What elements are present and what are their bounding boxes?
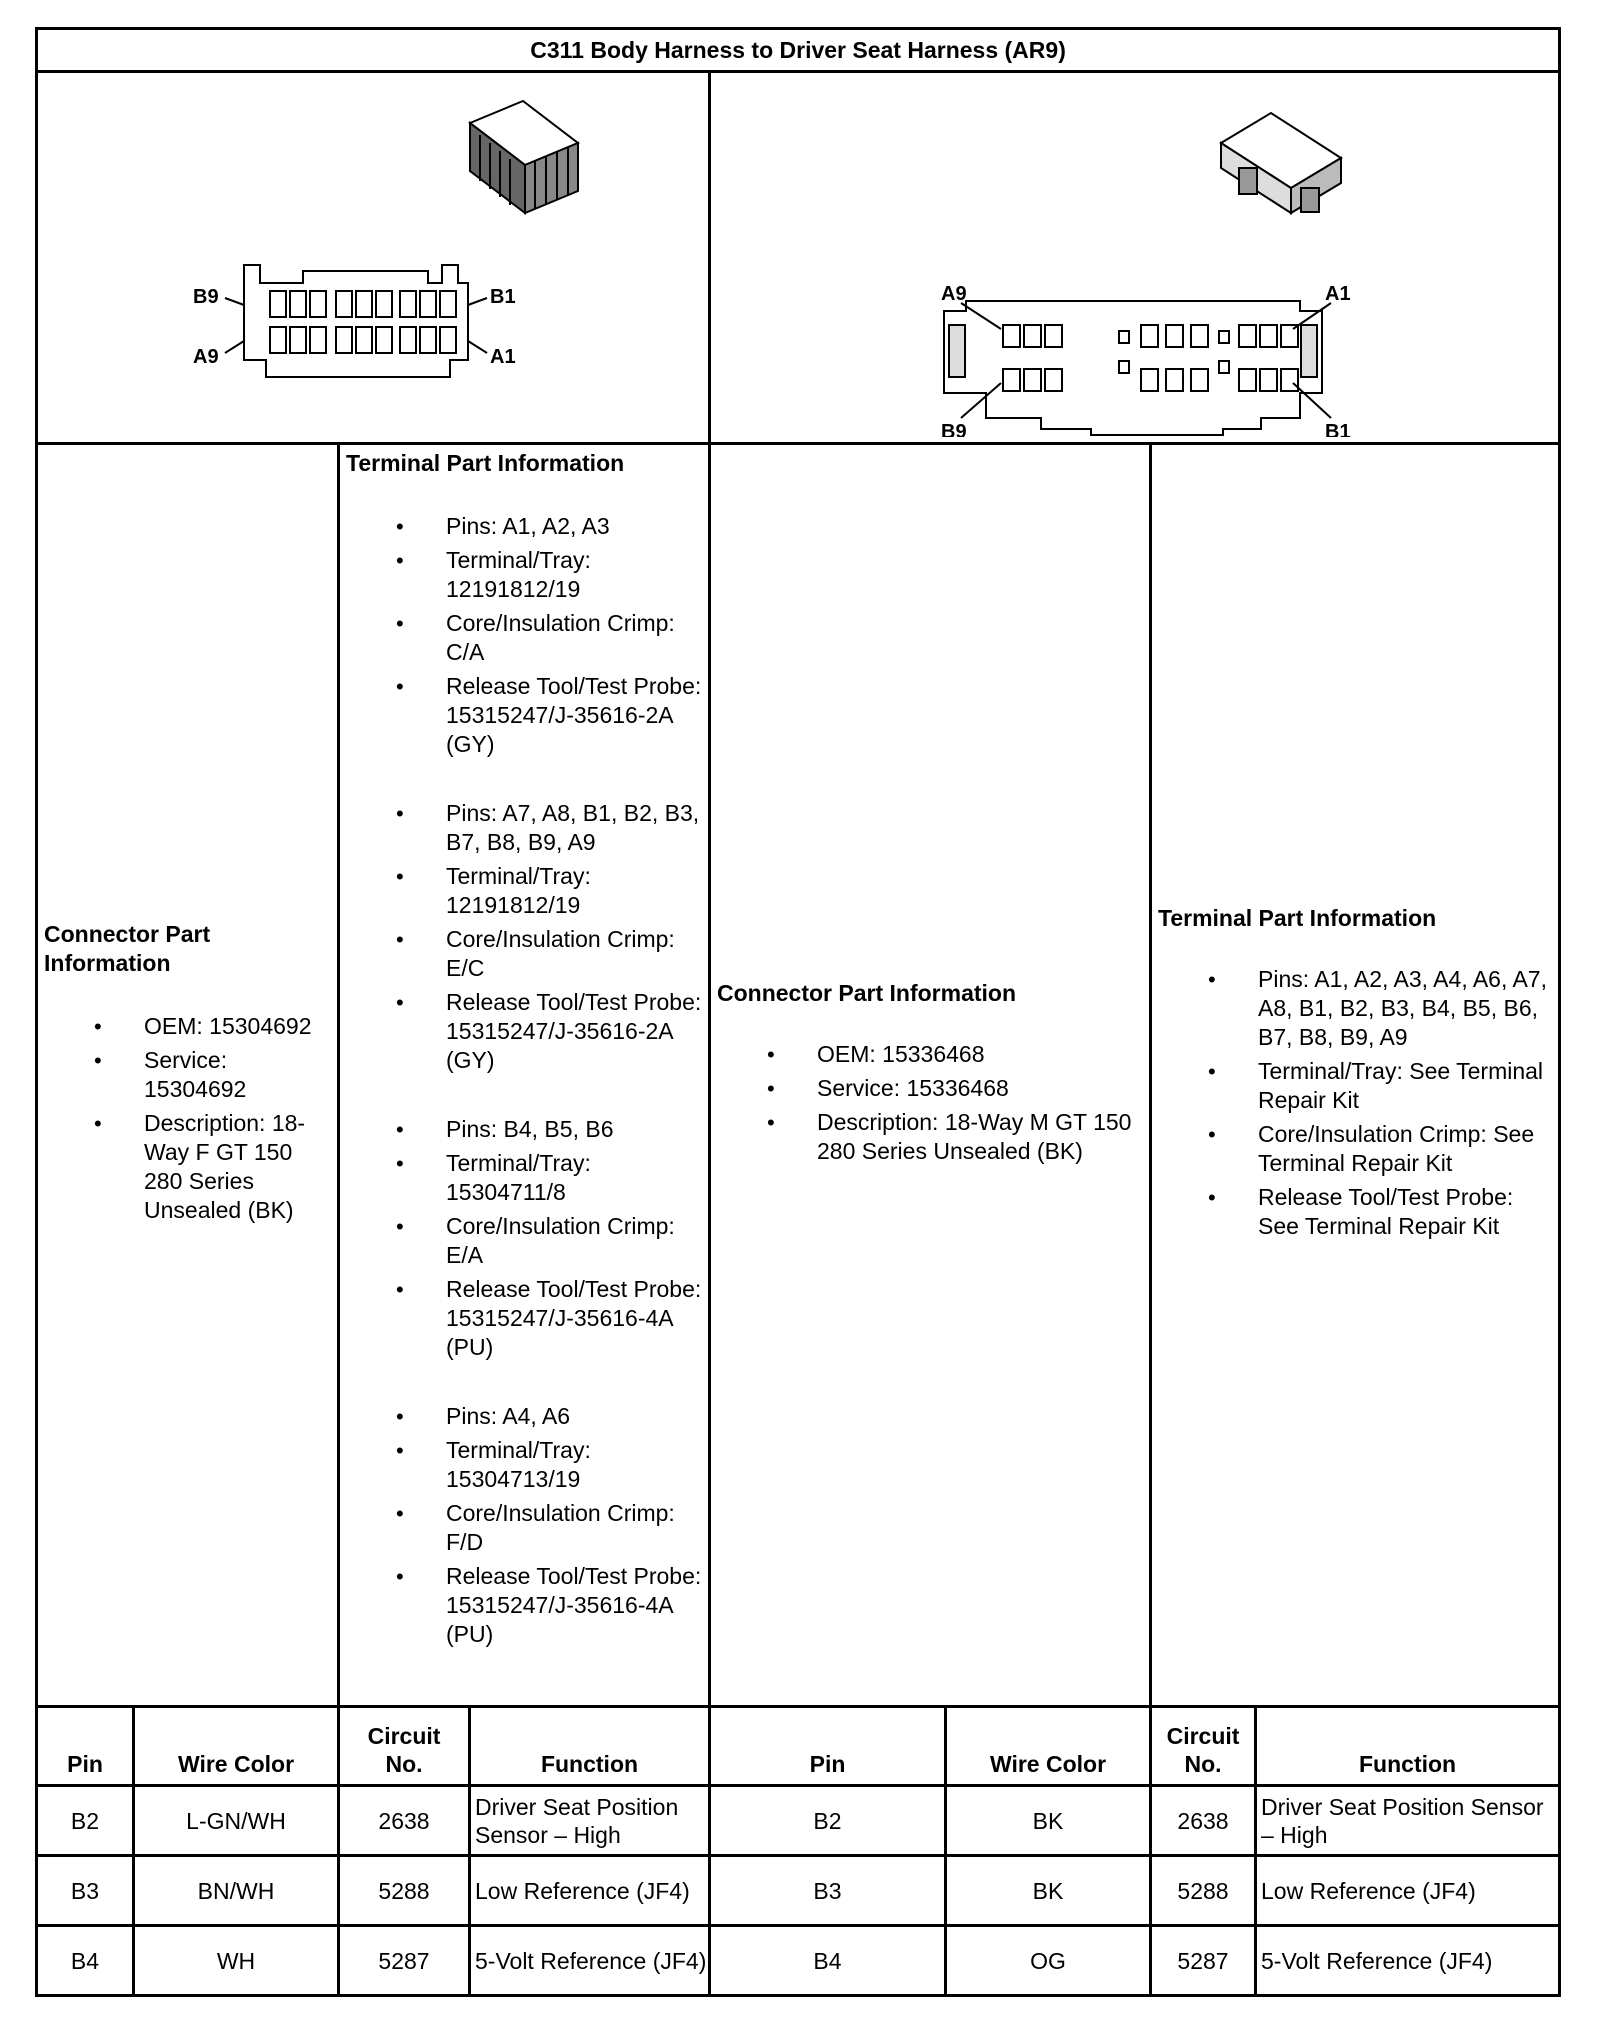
list-item: • Pins: A4, A6: [346, 1402, 702, 1431]
header-circuit-line1: Circuit: [367, 1723, 441, 1749]
pinout-header-row: [37, 1707, 1560, 1786]
left-terminal-part-info: [339, 444, 710, 1707]
table-row: [37, 1786, 1560, 1856]
terminal-group-2: [346, 799, 702, 1075]
pin-cavity: [1191, 369, 1208, 391]
pin-cavity: [310, 327, 326, 353]
connector-info-list: [44, 1012, 331, 1225]
male-connector-drawing: [711, 73, 1561, 437]
pin-cavity: [1239, 325, 1256, 347]
list-item: • Terminal/Tray: 15304713/19: [346, 1436, 702, 1494]
right-connector-part-info: [710, 444, 1151, 1707]
list-item: • Pins: A1, A2, A3, A4, A6, A7, A8, B1, B2, B3, B4, B5, B6, B7, B8, B9, A9: [1158, 965, 1552, 1052]
pin-cell: B2: [710, 1786, 946, 1856]
connector-info-heading: [44, 920, 331, 978]
pin-cavity: [290, 291, 306, 317]
list-item: • Core/Insulation Crimp: See Terminal Repair Kit: [1158, 1120, 1552, 1178]
list-item: • Terminal/Tray: 12191812/19: [346, 862, 702, 920]
label-a9: A9: [941, 283, 967, 305]
pin-cavity: [376, 327, 392, 353]
pin-cavity: [1166, 369, 1183, 391]
pin-cavity: [400, 327, 416, 353]
terminal-group-3: [346, 1115, 702, 1362]
pin-cell: B2: [37, 1786, 134, 1856]
terminal-group-4: [346, 1402, 702, 1649]
label-a1: A1: [1325, 283, 1351, 305]
list-item: • Service: 15304692: [44, 1046, 331, 1104]
terminal-info-list: [1158, 965, 1552, 1241]
pin-cavity: [336, 327, 352, 353]
connector-info-heading: Connector Part Information: [717, 980, 1017, 1006]
circuit-cell: 5288: [1151, 1856, 1256, 1926]
circuit-cell: 5287: [1151, 1926, 1256, 1996]
list-item: • Core/Insulation Crimp: C/A: [346, 609, 702, 667]
wire-color-cell: BK: [946, 1786, 1151, 1856]
list-item: • Release Tool/Test Probe: 15315247/J-35616-2A (GY): [346, 988, 702, 1075]
pin-cavity: [1260, 369, 1277, 391]
pin-cavity: [1260, 325, 1277, 347]
female-connector-drawing: [38, 73, 705, 437]
header-circuit-line2: No.: [1184, 1751, 1222, 1777]
pin-cavity: [1003, 369, 1020, 391]
header-circuit-line2: No.: [385, 1751, 423, 1777]
header-pin: Pin: [37, 1707, 134, 1786]
list-item: • Terminal/Tray: See Terminal Repair Kit: [1158, 1057, 1552, 1115]
pin-cavity: [1141, 369, 1158, 391]
list-item: • Core/Insulation Crimp: E/A: [346, 1212, 702, 1270]
list-item: • Pins: A7, A8, B1, B2, B3, B7, B8, B9, A9: [346, 799, 702, 857]
function-cell: 5-Volt Reference (JF4): [1256, 1926, 1560, 1996]
pin-cavity: [1191, 325, 1208, 347]
pin-cavity: [270, 327, 286, 353]
pin-cavity: [356, 291, 372, 317]
heading-line-2: Information: [44, 950, 171, 976]
pin-cavity: [336, 291, 352, 317]
right-connector-face: [944, 301, 1322, 435]
connector-info-list: [717, 1040, 1143, 1166]
function-cell: Driver Seat Position Sensor – High: [1256, 1786, 1560, 1856]
pin-cavity: [1166, 325, 1183, 347]
pin-cavity: [1239, 369, 1256, 391]
table-row: [37, 1926, 1560, 1996]
wire-color-cell: WH: [134, 1926, 339, 1996]
list-item: • Release Tool/Test Probe: 15315247/J-35616-2A (GY): [346, 672, 702, 759]
header-wire-color: Wire Color: [946, 1707, 1151, 1786]
pin-cavity: [376, 291, 392, 317]
table-row: [37, 1856, 1560, 1926]
pin-cavity: [1024, 325, 1041, 347]
pin-cavity: [1281, 369, 1298, 391]
connector-sheet: [35, 27, 1558, 1997]
pin-cavity: [270, 291, 286, 317]
pin-cell: B3: [37, 1856, 134, 1926]
list-item: • Core/Insulation Crimp: F/D: [346, 1499, 702, 1557]
wire-color-cell: BK: [946, 1856, 1151, 1926]
pin-cavity: [1045, 369, 1062, 391]
function-cell: Low Reference (JF4): [470, 1856, 710, 1926]
label-a9: A9: [193, 346, 219, 368]
function-cell: 5-Volt Reference (JF4): [470, 1926, 710, 1996]
pin-cavity: [1045, 325, 1062, 347]
pin-cavity: [290, 327, 306, 353]
pin-cavity: [356, 327, 372, 353]
pin-cavity: [440, 291, 456, 317]
label-a1: A1: [490, 346, 516, 368]
terminal-group-1: [346, 512, 702, 759]
circuit-cell: 2638: [1151, 1786, 1256, 1856]
pin-cavity: [1003, 325, 1020, 347]
wire-color-cell: BN/WH: [134, 1856, 339, 1926]
pin-cavity: [1024, 369, 1041, 391]
list-item: • Terminal/Tray: 12191812/19: [346, 546, 702, 604]
list-item: • Core/Insulation Crimp: E/C: [346, 925, 702, 983]
right-connector-3d-icon: [1221, 113, 1341, 213]
wire-color-cell: L-GN/WH: [134, 1786, 339, 1856]
label-b1: B1: [490, 286, 516, 308]
function-cell: Low Reference (JF4): [1256, 1856, 1560, 1926]
list-item: • Release Tool/Test Probe: 15315247/J-35616-4A (PU): [346, 1562, 702, 1649]
header-pin: Pin: [710, 1707, 946, 1786]
pin-cell: B3: [710, 1856, 946, 1926]
list-item: • Release Tool/Test Probe: 15315247/J-35616-4A (PU): [346, 1275, 702, 1362]
terminal-info-heading: Terminal Part Information: [346, 450, 625, 476]
list-item: • Release Tool/Test Probe: See Terminal Repair Kit: [1158, 1183, 1552, 1241]
pin-cavity: [420, 291, 436, 317]
label-b9: B9: [193, 286, 219, 308]
left-connector-face: [244, 265, 468, 377]
pin-cavity: [420, 327, 436, 353]
header-circuit: [339, 1707, 470, 1786]
list-item: • Description: 18-Way F GT 150 280 Series Unsealed (BK): [44, 1109, 331, 1225]
list-item: • Pins: B4, B5, B6: [346, 1115, 702, 1144]
pin-cell: B4: [37, 1926, 134, 1996]
heading-line-1: Connector Part: [44, 921, 211, 947]
label-b1: B1: [1325, 421, 1351, 437]
pin-cavity: [400, 291, 416, 317]
list-item: • Description: 18-Way M GT 150 280 Series Unsealed (BK): [717, 1108, 1143, 1166]
connector-table: [35, 27, 1561, 1997]
list-item: • Terminal/Tray: 15304711/8: [346, 1149, 702, 1207]
terminal-info-heading: Terminal Part Information: [1158, 905, 1437, 931]
list-item: • Pins: A1, A2, A3: [346, 512, 702, 541]
pin-cavity: [1141, 325, 1158, 347]
header-function: Function: [470, 1707, 710, 1786]
list-item: • OEM: 15336468: [717, 1040, 1143, 1069]
circuit-cell: 5287: [339, 1926, 470, 1996]
list-item: • OEM: 15304692: [44, 1012, 331, 1041]
left-connector-3d-icon: [470, 101, 578, 213]
header-circuit-line1: Circuit: [1166, 1723, 1240, 1749]
header-circuit: [1151, 1707, 1256, 1786]
pin-cavity: [310, 291, 326, 317]
label-b9: B9: [941, 421, 967, 437]
pin-cell: B4: [710, 1926, 946, 1996]
circuit-cell: 2638: [339, 1786, 470, 1856]
function-cell: Driver Seat Position Sensor – High: [470, 1786, 710, 1856]
right-terminal-part-info: [1151, 444, 1560, 1707]
wire-color-cell: OG: [946, 1926, 1151, 1996]
left-connector-part-info: [37, 444, 339, 1707]
list-item: • Service: 15336468: [717, 1074, 1143, 1103]
circuit-cell: 5288: [339, 1856, 470, 1926]
page-title: C311 Body Harness to Driver Seat Harness (AR9): [37, 29, 1560, 72]
header-function: Function: [1256, 1707, 1560, 1786]
left-connector-figure: [37, 72, 710, 444]
right-connector-figure: [710, 72, 1560, 444]
pin-cavity: [440, 327, 456, 353]
header-wire-color: Wire Color: [134, 1707, 339, 1786]
